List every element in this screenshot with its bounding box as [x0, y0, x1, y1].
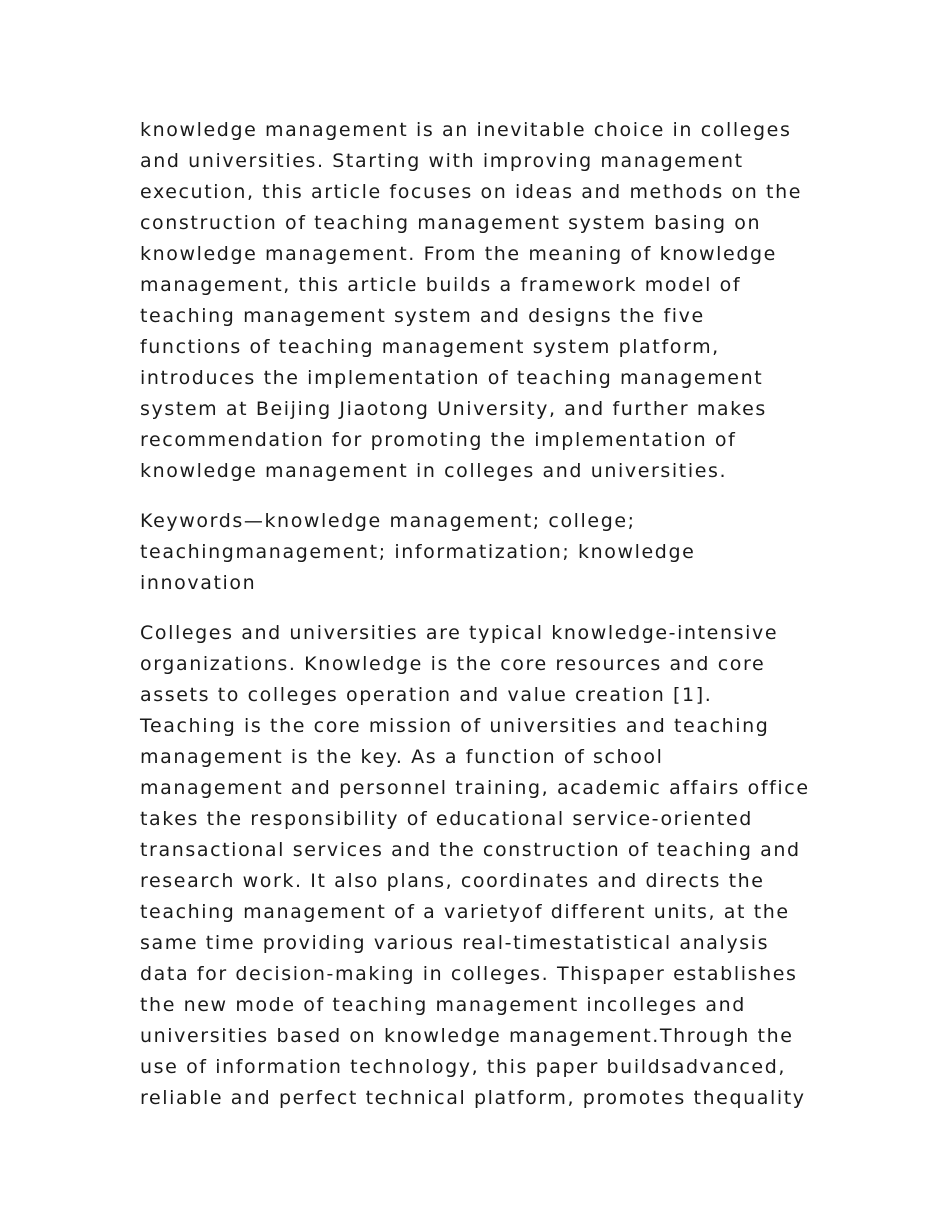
text-line: Teaching is the core mission of universities and teaching	[140, 715, 770, 737]
text-line: management is the key. As a function of school	[140, 746, 664, 768]
text-line: recommendation for promoting the implementation of	[140, 429, 737, 451]
text-line: teachingmanagement; informatization; knowledge	[140, 541, 696, 563]
text-line: system at Beijing Jiaotong University, and further makes	[140, 398, 767, 420]
text-line: organizations. Knowledge is the core resources and core	[140, 653, 766, 675]
text-line: management and personnel training, academic affairs office	[140, 777, 810, 799]
text-line: teaching management of a varietyof different units, at the	[140, 901, 790, 923]
text-line: teaching management system and designs the five	[140, 305, 705, 327]
text-line: and universities. Starting with improving management	[140, 150, 744, 172]
document-content	[140, 115, 830, 1133]
text-line: management, this article builds a framework model of	[140, 274, 742, 296]
text-line: same time providing various real-timestatistical analysis	[140, 932, 770, 954]
text-line: transactional services and the construction of teaching and	[140, 839, 801, 861]
text-line: reliable and perfect technical platform, promotes thequality	[140, 1087, 806, 1109]
abstract-paragraph	[140, 115, 830, 487]
text-line: the new mode of teaching management incolleges and	[140, 994, 746, 1016]
text-line: knowledge management. From the meaning of knowledge	[140, 243, 777, 265]
text-line: Keywords—knowledge management; college;	[140, 510, 636, 532]
text-line: construction of teaching management system basing on	[140, 212, 762, 234]
keywords-paragraph	[140, 506, 830, 599]
text-line: use of information technology, this paper buildsadvanced,	[140, 1056, 787, 1078]
text-line: knowledge management is an inevitable choice in colleges	[140, 119, 792, 141]
text-line: data for decision-making in colleges. Thispaper establishes	[140, 963, 798, 985]
text-line: takes the responsibility of educational service-oriented	[140, 808, 753, 830]
text-line: introduces the implementation of teaching management	[140, 367, 764, 389]
text-line: functions of teaching management system platform,	[140, 336, 720, 358]
text-line: innovation	[140, 572, 257, 594]
text-line: research work. It also plans, coordinates and directs the	[140, 870, 765, 892]
text-line: execution, this article focuses on ideas and methods on the	[140, 181, 803, 203]
body-paragraph	[140, 618, 830, 1114]
text-line: assets to colleges operation and value creation [1].	[140, 684, 713, 706]
text-line: universities based on knowledge management.Through the	[140, 1025, 794, 1047]
text-line: knowledge management in colleges and universities.	[140, 460, 728, 482]
text-line: Colleges and universities are typical knowledge-intensive	[140, 622, 779, 644]
